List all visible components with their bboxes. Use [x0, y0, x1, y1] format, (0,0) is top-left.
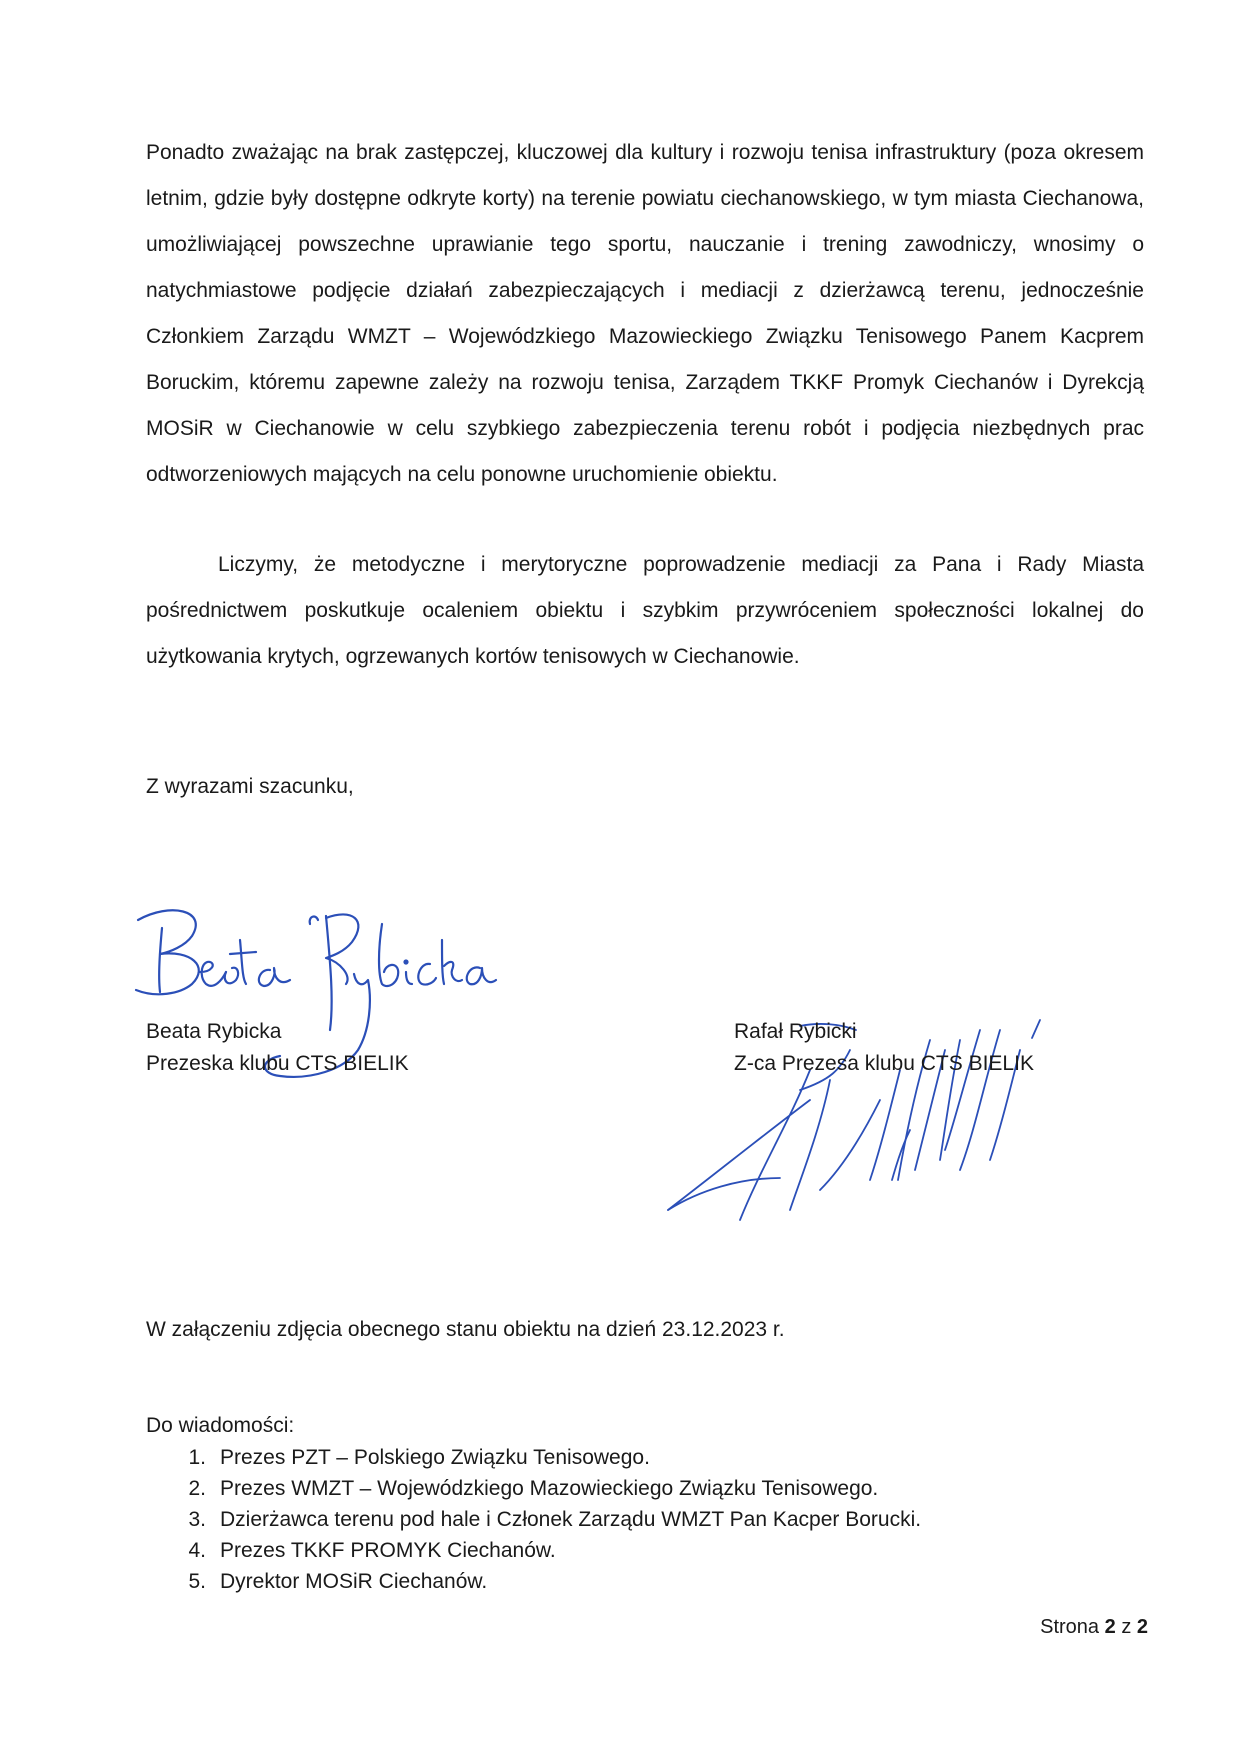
list-item-number: 4. — [188, 1539, 206, 1562]
signer-left — [146, 1016, 409, 1080]
body-paragraph-1: Ponadto zważając na brak zastępczej, kluczowej dla kultury i rozwoju tenisa infrastruktury (poza okresem letnim, gdzie były dostępne odkryte korty) na terenie powiatu ciechanowskiego, w tym miasta Ciechanowa, umożliwiającej powszechne uprawianie tego sportu, nauczanie i trening zawodniczy, wnosimy o natychmiastowe podjęcie działań zabezpieczających i mediacji z dzierżawcą terenu, jednocześnie Członkiem Zarządu WMZT – Wojewódzkiego Mazowieckiego Związku Tenisowego Panem Kacprem Boruckim, któremu zapewne zależy na rozwoju tenisa, Zarządem TKKF Promyk Ciechanów i Dyrekcją MOSiR w Ciechanowie w celu szybkiego zabezpieczenia terenu robót i podjęcia niezbędnych prac odtworzeniowych mających na celu ponowne uruchomienie obiektu. — [146, 141, 1144, 486]
list-item — [146, 1442, 921, 1473]
page-number-label: Strona — [1040, 1616, 1100, 1638]
list-item — [146, 1504, 921, 1535]
list-item — [146, 1535, 921, 1566]
closing-salutation: Z wyrazami szacunku, — [146, 775, 354, 798]
signer-right-name: Rafał Rybicki — [734, 1020, 857, 1043]
list-item — [146, 1473, 921, 1504]
signer-right — [734, 1016, 1034, 1080]
cc-section — [146, 1410, 921, 1597]
signer-right-role: Z-ca Prezesa klubu CTS BIELIK — [734, 1052, 1034, 1075]
list-item-number: 1. — [188, 1446, 206, 1469]
cc-list — [146, 1442, 921, 1597]
list-item-text: Prezes TKKF PROMYK Ciechanów. — [220, 1539, 556, 1562]
attachment-note: W załączeniu zdjęcia obecnego stanu obiektu na dzień 23.12.2023 r. — [146, 1318, 785, 1341]
list-item-text: Dzierżawca terenu pod hale i Członek Zarządu WMZT Pan Kacper Borucki. — [220, 1508, 922, 1531]
signer-left-name: Beata Rybicka — [146, 1020, 282, 1043]
list-item-text: Prezes PZT – Polskiego Związku Tenisowego. — [220, 1446, 650, 1469]
list-item-number: 2. — [188, 1477, 206, 1500]
list-item-text: Dyrektor MOSiR Ciechanów. — [220, 1570, 488, 1593]
list-item — [146, 1566, 921, 1597]
list-item-number: 5. — [188, 1570, 206, 1593]
list-item-number: 3. — [188, 1508, 206, 1531]
body-paragraph-2: Liczymy, że metodyczne i merytoryczne poprowadzenie mediacji za Pana i Rady Miasta pośrednictwem poskutkuje ocaleniem obiektu i szybkim przywróceniem społeczności lokalnej do użytkowania krytych, ogrzewanych kortów tenisowych w Ciechanowie. — [146, 553, 1144, 668]
signer-left-role: Prezeska klubu CTS BIELIK — [146, 1052, 409, 1075]
page-number-current: 2 — [1104, 1616, 1116, 1638]
cc-title: Do wiadomości: — [146, 1414, 295, 1437]
page-number-total: 2 — [1136, 1616, 1148, 1638]
page-number-sep: z — [1121, 1616, 1132, 1638]
page-number — [1040, 1616, 1148, 1639]
list-item-text: Prezes WMZT – Wojewódzkiego Mazowieckiego Związku Tenisowego. — [220, 1477, 879, 1500]
